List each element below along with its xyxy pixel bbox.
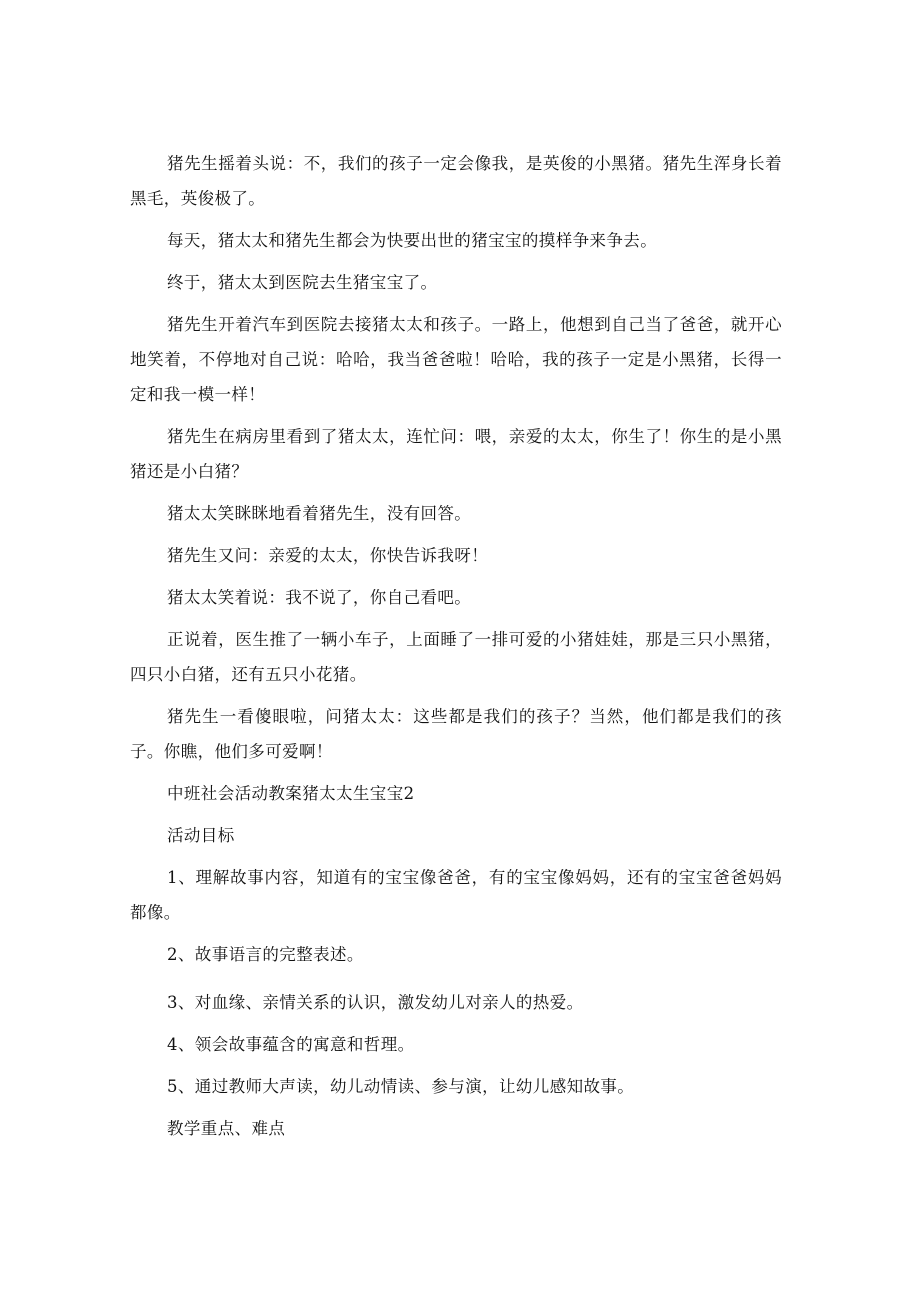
section-heading-focus: 教学重点、难点: [167, 1119, 286, 1138]
story-paragraph: 猪先生摇着头说：不，我们的孩子一定会像我，是英俊的小黑猪。猪先生浑身长着黑毛，英俊极了。: [130, 154, 782, 208]
story-paragraph: 猪先生又问：亲爱的太太，你快告诉我呀！: [167, 546, 489, 565]
section-title: 中班社会活动教案猪太太生宝宝2: [167, 784, 415, 803]
story-paragraph: 终于，猪太太到医院去生猪宝宝了。: [167, 273, 438, 292]
story-paragraph: 猪太太笑眯眯地看着猪先生，没有回答。: [167, 504, 472, 523]
goal-item: 2、故事语言的完整表述。: [167, 945, 364, 964]
document-body: [130, 146, 782, 1146]
story-paragraph: 正说着，医生推了一辆小车子，上面睡了一排可爱的小猪娃娃，那是三只小黑猪，四只小白猪，还有五只小花猪。: [130, 630, 782, 684]
story-paragraph: 猪先生在病房里看到了猪太太，连忙问：喂，亲爱的太太，你生了！你生的是小黑猪还是小白猪？: [130, 427, 782, 481]
story-paragraph: 每天，猪太太和猪先生都会为快要出世的猪宝宝的摸样争来争去。: [167, 231, 658, 250]
goal-item: 5、通过教师大声读，幼儿动情读、参与演，让幼儿感知故事。: [167, 1077, 635, 1096]
story-paragraph: 猪先生一看傻眼啦，问猪太太：这些都是我们的孩子？当然，他们都是我们的孩子。你瞧，他们多可爱啊！: [130, 707, 782, 761]
goal-item: 3、对血缘、亲情关系的认识，激发幼儿对亲人的热爱。: [167, 993, 584, 1012]
goal-item: 1、理解故事内容，知道有的宝宝像爸爸，有的宝宝像妈妈，还有的宝宝爸爸妈妈都像。: [130, 868, 782, 922]
story-paragraph: 猪太太笑着说：我不说了，你自己看吧。: [167, 588, 472, 607]
section-heading-goals: 活动目标: [167, 826, 235, 845]
story-paragraph: 猪先生开着汽车到医院去接猪太太和孩子。一路上，他想到自己当了爸爸，就开心地笑着，不停地对自己说：哈哈，我当爸爸啦！哈哈，我的孩子一定是小黑猪，长得一定和我一模一样！: [130, 315, 782, 404]
goal-item: 4、领会故事蕴含的寓意和哲理。: [167, 1035, 415, 1054]
